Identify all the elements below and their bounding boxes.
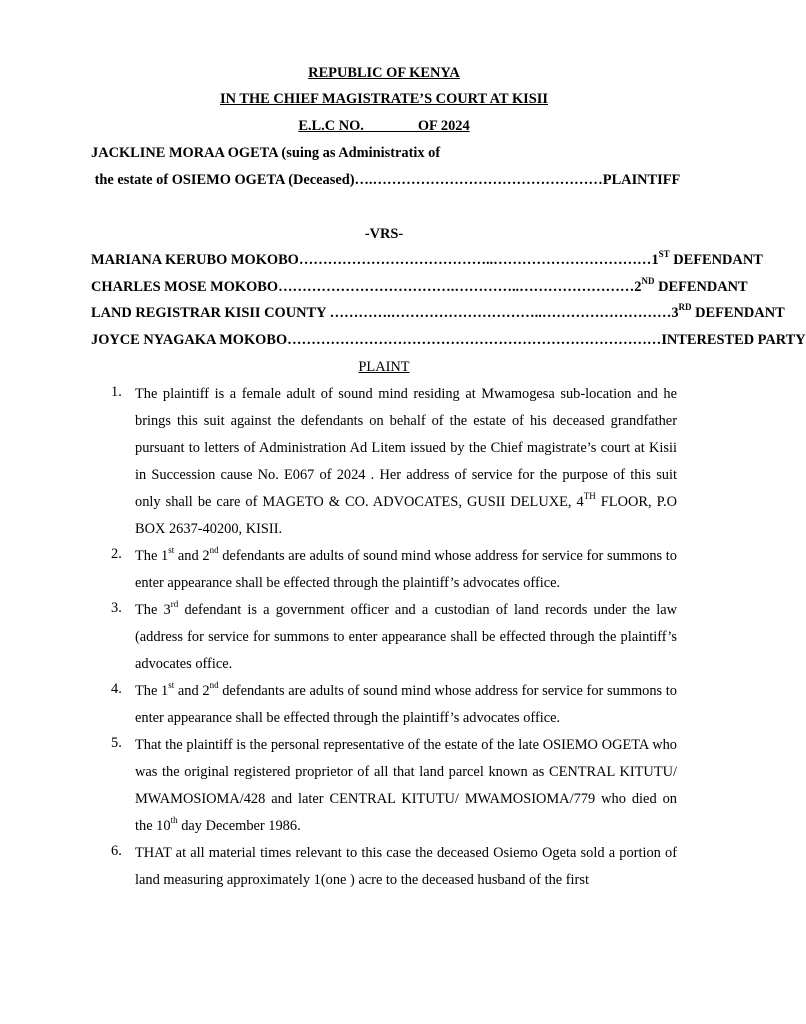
- plaintiff-line-1: [91, 145, 676, 162]
- paragraph-number: 5.: [111, 735, 122, 751]
- leader-dots: ……………………………….…………..……………………: [278, 279, 635, 295]
- versus-label: -VRS-: [364, 226, 404, 242]
- interested-party-line: [91, 332, 806, 349]
- defendant-role: 1ST DEFENDANT: [651, 249, 763, 268]
- defendant-name: CHARLES MOSE MOKOBO: [91, 279, 279, 295]
- defendant-name: LAND REGISTRAR KISII COUNTY: [91, 305, 330, 321]
- defendant-name: MARIANA KERUBO MOKOBO: [91, 252, 299, 268]
- plaintiff-estate: the estate of OSIEMO OGETA (Deceased): [91, 172, 355, 188]
- plaintiff-leader-dots: ….…………………………………………: [354, 172, 603, 188]
- paragraph-text: That the plaintiff is the personal representative of the estate of the late OSIEMO OGETA who was the original registered proprietor of all that land parcel known as CENTRAL KITUTU/ MWAMOSIOMA/428 and later CENTRAL KITUTU/ MWAMOSIOMA/779 who died on the 10th day December 1986.: [135, 737, 677, 834]
- plaintiff-role: PLAINTIFF: [602, 172, 681, 188]
- defendant-role: 2ND DEFENDANT: [634, 276, 748, 295]
- paragraph-text: The 1st and 2nd defendants are adults of sound mind whose address for service for summons to enter appearance shall be effected through the plaintiff’s advocates office.: [135, 680, 677, 726]
- list-item: [0, 840, 768, 894]
- defendant-role: 3RD DEFENDANT: [671, 302, 785, 321]
- plaintiff-name: JACKLINE MORAA OGETA (suing as Administratix of: [91, 145, 441, 161]
- defendant-line-1: [91, 249, 763, 269]
- leader-dots: …………………………………..……………………………: [298, 252, 652, 268]
- plaint-paragraphs: [0, 381, 768, 894]
- interested-party-role: INTERESTED PARTY: [661, 332, 806, 348]
- leader-dots: ……………………………………………………………………: [287, 332, 662, 348]
- heading-case-number: E.L.C NO. OF 2024: [298, 118, 470, 134]
- paragraph-number: 2.: [111, 546, 122, 562]
- list-item: [0, 732, 768, 840]
- paragraph-number: 3.: [111, 600, 122, 616]
- heading-court: IN THE CHIEF MAGISTRATE’S COURT AT KISII: [220, 91, 548, 107]
- paragraph-text: The plaintiff is a female adult of sound mind residing at Mwamogesa sub-location and he brings this suit against the defendants on behalf of the estate of his deceased grandfather pursuant to letters of Administration Ad Litem issued by the Chief magistrate’s court at Kisii in Succession cause No. E067 of 2024 . Her address of service for the purpose of this suit only shall be care of MAGETO & CO. ADVOCATES, GUSII DELUXE, 4TH FLOOR, P.O BOX 2637-40200, KISII.: [135, 386, 677, 537]
- paragraph-number: 4.: [111, 681, 122, 697]
- paragraph-text: The 1st and 2nd defendants are adults of sound mind whose address for service for summons to enter appearance shall be effected through the plaintiff’s advocates office.: [135, 545, 677, 591]
- paragraph-number: 6.: [111, 843, 122, 859]
- paragraph-text: The 3rd defendant is a government officer and a custodian of land records under the law (address for service for summons to enter appearance shall be effected through the plaintiff’s advocates office.: [135, 599, 677, 672]
- interested-party-name: JOYCE NYAGAKA MOKOBO: [91, 332, 288, 348]
- defendant-line-2: [91, 276, 748, 296]
- list-item: [0, 678, 768, 732]
- plaint-title: PLAINT: [358, 359, 410, 375]
- leader-dots: ………….…………………………..………………………: [329, 305, 672, 321]
- heading-republic: REPUBLIC OF KENYA: [308, 65, 460, 81]
- list-item: [0, 543, 768, 597]
- list-item: [0, 381, 768, 543]
- paragraph-number: 1.: [111, 384, 122, 400]
- paragraph-text: THAT at all material times relevant to this case the deceased Osiemo Ogeta sold a portion of land measuring approximately 1(one ) acre to the deceased husband of the first: [135, 845, 677, 888]
- defendant-line-3: [91, 302, 785, 322]
- plaintiff-line-2: [91, 172, 681, 189]
- list-item: [0, 597, 768, 678]
